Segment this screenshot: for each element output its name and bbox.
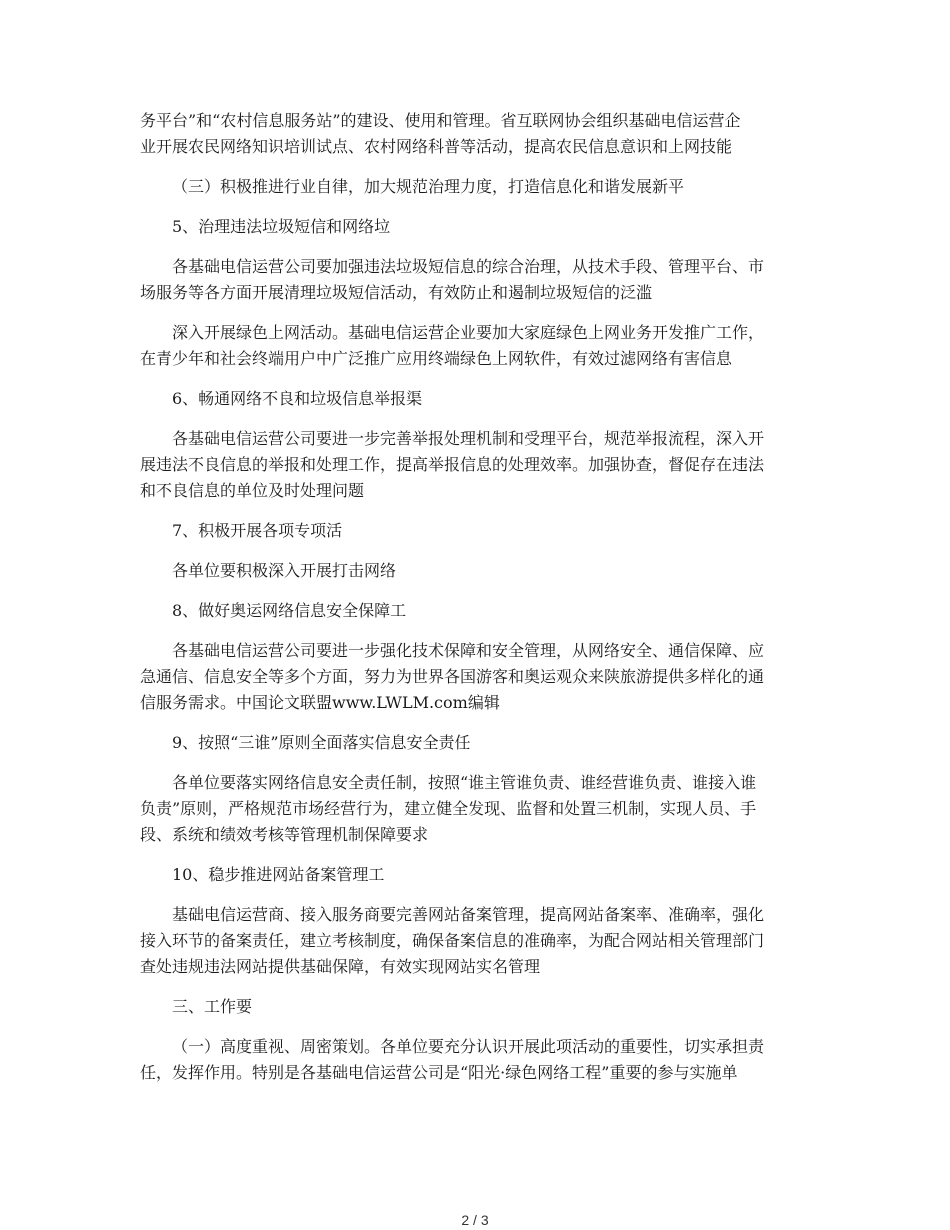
paragraph-gap xyxy=(140,372,810,386)
paragraph-line: 段、系统和绩效考核等管理机制保障要求 xyxy=(140,825,429,844)
paragraph-line: 接入环节的备案责任，建立考核制度，确保备案信息的准确率，为配合网站相关管理部门 xyxy=(140,931,765,950)
paragraph-line: 负责”原则，严格规范市场经营行为，建立健全发现、监督和处置三机制，实现人员、手 xyxy=(140,799,757,818)
section-heading: 5、治理违法垃圾短信和网络垃 xyxy=(172,217,391,236)
paragraph-line: 业开展农民网络知识培训试点、农村网络科普等活动，提高农民信息意识和上网技能 xyxy=(140,137,733,156)
paragraph-line: 务平台”和“农村信息服务站”的建设、使用和管理。省互联网协会组织基础电信运营企 xyxy=(140,111,741,130)
section-heading: 8、做好奥运网络信息安全保障工 xyxy=(172,601,407,620)
paragraph-line: 深入开展绿色上网活动。基础电信运营企业要加大家庭绿色上网业务开发推广工作， xyxy=(172,323,765,342)
paragraph-line: 展违法不良信息的举报和处理工作，提高举报信息的处理效率。加强协查，督促存在违法 xyxy=(140,455,765,474)
paragraph-gap xyxy=(140,504,810,518)
paragraph-line: 各基础电信运营公司要进一步完善举报处理机制和受理平台，规范举报流程，深入开 xyxy=(172,429,765,448)
paragraph-gap xyxy=(140,756,810,770)
section-heading: 三、工作要 xyxy=(172,997,253,1016)
paragraph-line: 基础电信运营商、接入服务商要完善网站备案管理，提高网站备案率、准确率，强化 xyxy=(172,905,765,924)
paragraph xyxy=(140,770,810,848)
paragraph xyxy=(140,254,810,306)
paragraph-line: 急通信、信息安全等多个方面，努力为世界各国游客和奥运观众来陕旅游提供多样化的通 xyxy=(140,667,765,686)
paragraph-gap xyxy=(140,848,810,862)
section-heading: 10、稳步推进网站备案管理工 xyxy=(172,865,385,884)
page-number: 2 / 3 xyxy=(461,1212,489,1228)
paragraph-line: 信服务需求。中国论文联盟www.LWLM.com编辑 xyxy=(140,693,500,712)
section-heading: （三）积极推进行业自律，加大规范治理力度，打造信息化和谐发展新平 xyxy=(172,177,685,196)
paragraph-gap xyxy=(140,1020,810,1034)
section-heading: 6、畅通网络不良和垃圾信息举报渠 xyxy=(172,389,423,408)
paragraph-gap xyxy=(140,624,810,638)
paragraph-gap xyxy=(140,240,810,254)
paragraph-gap xyxy=(140,716,810,730)
paragraph-line: 各基础电信运营公司要加强违法垃圾短信息的综合治理，从技术手段、管理平台、市 xyxy=(172,257,765,276)
paragraph-gap xyxy=(140,584,810,598)
paragraph xyxy=(140,902,810,980)
paragraph-line: 和不良信息的单位及时处理问题 xyxy=(140,481,365,500)
paragraph-line: 任，发挥作用。特别是各基础电信运营公司是“阳光·绿色网络工程”重要的参与实施单 xyxy=(140,1063,738,1082)
paragraph-line: 查处违规违法网站提供基础保障，有效实现网站实名管理 xyxy=(140,957,541,976)
paragraph-gap xyxy=(140,888,810,902)
paragraph-line: 在青少年和社会终端用户中广泛推广应用终端绿色上网软件，有效过滤网络有害信息 xyxy=(140,349,733,368)
paragraph-gap xyxy=(140,200,810,214)
paragraph-gap xyxy=(140,412,810,426)
paragraph-gap xyxy=(140,160,810,174)
paragraph-gap xyxy=(140,544,810,558)
paragraph xyxy=(140,1034,810,1086)
paragraph xyxy=(140,638,810,716)
document-body xyxy=(140,108,810,1086)
paragraph-gap xyxy=(140,306,810,320)
paragraph xyxy=(140,320,810,372)
section-heading: 9、按照“三谁”原则全面落实信息安全责任 xyxy=(172,733,471,752)
paragraph-line: 场服务等各方面开展清理垃圾短信活动，有效防止和遏制垃圾短信的泛滥 xyxy=(140,283,653,302)
section-heading: 7、积极开展各项专项活 xyxy=(172,521,343,540)
section-heading: 各单位要积极深入开展打击网络 xyxy=(172,561,397,580)
paragraph xyxy=(140,108,810,160)
paragraph-gap xyxy=(140,980,810,994)
paragraph-line: 各单位要落实网络信息安全责任制，按照“谁主管谁负责、谁经营谁负责、谁接入谁 xyxy=(172,773,757,792)
paragraph-line: 各基础电信运营公司要进一步强化技术保障和安全管理，从网络安全、通信保障、应 xyxy=(172,641,765,660)
paragraph xyxy=(140,426,810,504)
paragraph-line: （一）高度重视、周密策划。各单位要充分认识开展此项活动的重要性，切实承担责 xyxy=(172,1037,765,1056)
